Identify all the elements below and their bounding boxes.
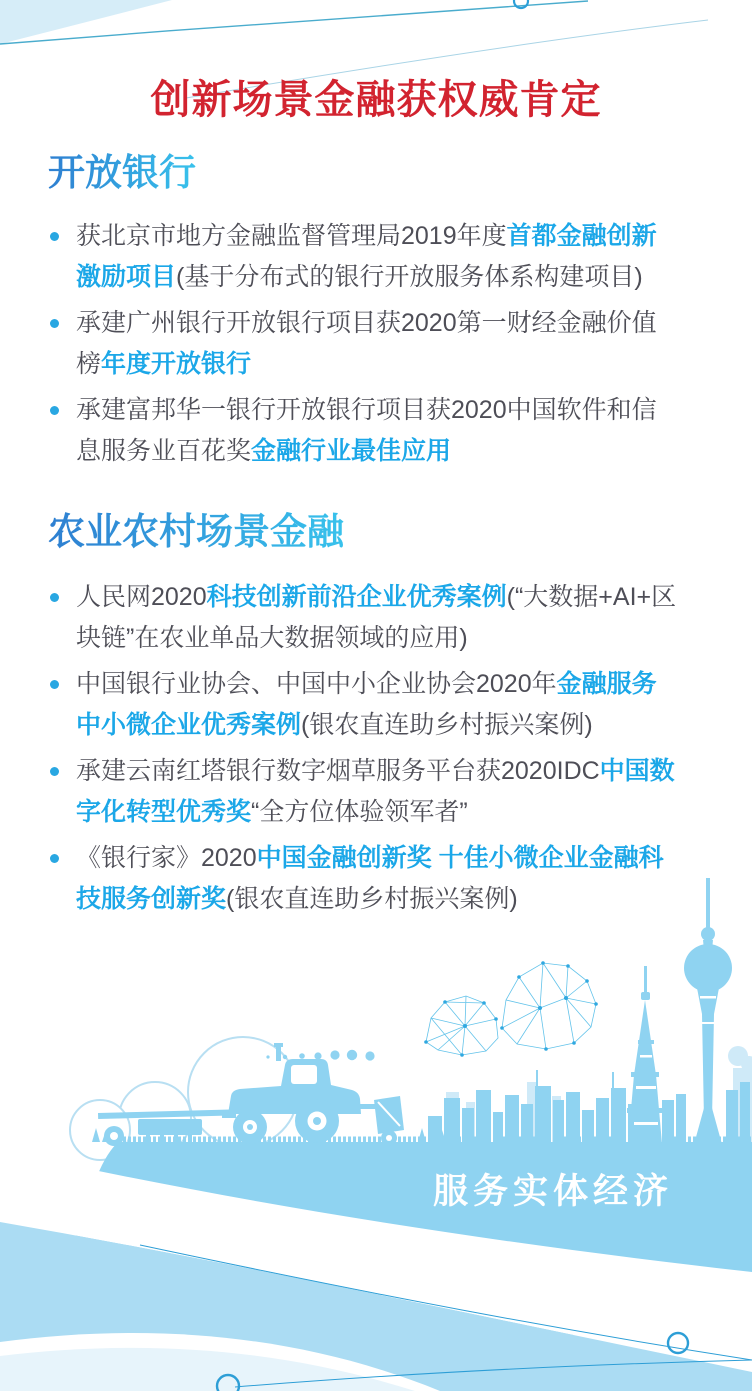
page-title: 创新场景金融获权威肯定 [150, 78, 602, 122]
bullet-text: 承建广州银行开放银行项目获2020第一财经金融价值榜 [76, 309, 657, 378]
bullet-item [48, 664, 678, 746]
bullet-item [48, 751, 678, 833]
bullet-item [48, 838, 678, 920]
wire-cloud-small-icon [426, 996, 498, 1055]
section-heading-text: 农业农村场景金融 [48, 509, 344, 555]
bullet-highlight: 首都金融创新激励项目 [76, 222, 657, 291]
bullet-text: 人民网2020 [76, 583, 207, 611]
bullet-highlight: 金融行业最佳应用 [251, 437, 452, 465]
section-heading-open-banking [48, 150, 678, 196]
bullet-text: 中国银行业协会、中国中小企业协会2020年 [76, 670, 557, 698]
bullet-highlight: 科技创新前沿企业优秀案例 [206, 583, 507, 611]
bullet-text: 承建云南红塔银行数字烟草服务平台获2020IDC [76, 757, 600, 785]
bullet-text: “全方位体验领军者” [251, 798, 468, 826]
lattice-tower-icon [627, 966, 663, 1144]
bullet-item [48, 390, 678, 472]
bullet-text: (银农直连助乡村振兴案例) [226, 885, 518, 913]
bullet-highlight: 金融服务中小微企业优秀案例 [76, 670, 657, 739]
bottom-illustration [0, 855, 752, 1391]
section-heading-rural-finance [48, 509, 678, 555]
bullet-text: 承建富邦华一银行开放银行项目获2020中国软件和信息服务业百花奖 [76, 396, 657, 465]
bullet-highlight: 中国数字化转型优秀奖 [76, 757, 675, 826]
circle-ornament-icon [514, 0, 528, 8]
bullet-item [48, 303, 678, 385]
bullet-highlight: 年度开放银行 [101, 350, 252, 378]
footer-slogan: 服务实体经济 [433, 1172, 674, 1211]
wire-cloud-large-icon [502, 963, 596, 1049]
bullet-text: 《银行家》2020 [76, 844, 257, 872]
open-banking-bullet-list [48, 216, 678, 472]
tv-tower-icon [684, 878, 732, 1148]
wire-cloud-large-nodes-icon [500, 961, 598, 1051]
bullet-text: 获北京市地方金融监督管理局2019年度 [76, 222, 507, 250]
bullet-item [48, 216, 678, 298]
bullet-text: (基于分布式的银行开放服务体系构建项目) [176, 263, 643, 291]
bullet-item [48, 577, 678, 659]
bullet-text: (银农直连助乡村振兴案例) [301, 711, 593, 739]
rural-finance-bullet-list [48, 577, 678, 920]
bullet-highlight: 中国金融创新奖 十佳小微企业金融科技服务创新奖 [76, 844, 664, 913]
bullet-text: (“大数据+AI+区块链”在农业单品大数据领域的应用) [76, 583, 677, 652]
content-column [48, 150, 678, 925]
section-heading-text: 开放银行 [48, 150, 196, 196]
